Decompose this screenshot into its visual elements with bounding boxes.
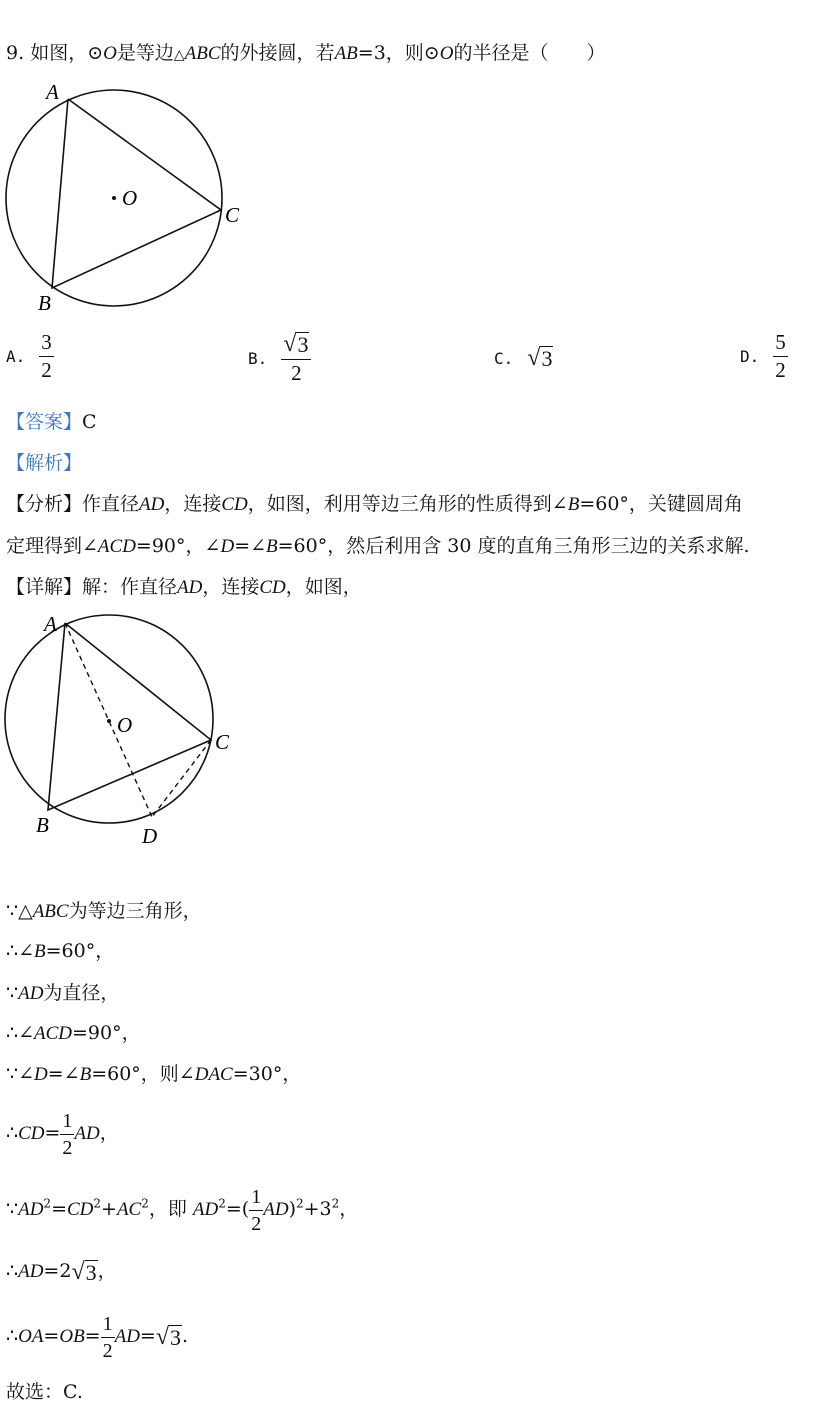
label-a: A xyxy=(46,80,59,104)
question-number: 9. xyxy=(6,42,25,64)
step-3: ∵AD为直径， xyxy=(6,982,120,1004)
question-line: 9. 如图，⊙O是等边△ABC的外接圆，若AB=3，则⊙O的半径是（ ） xyxy=(6,42,606,64)
circle-symbol: ⊙ xyxy=(87,42,104,64)
answer-value: C xyxy=(82,411,97,433)
analysis-label: 【解析】 xyxy=(6,452,83,474)
label-c: C xyxy=(215,730,230,754)
fraction: $\frac{1}{2}$ xyxy=(251,1185,262,1235)
answer-line xyxy=(6,409,97,435)
fenxi-line-1: 【分析】作直径AD，连接CD，如图，利用等边三角形的性质得到∠B=60°，关键圆周角 xyxy=(6,493,743,515)
fraction: $\frac{1}{2}$ xyxy=(62,1109,73,1159)
xiangjie-line: 【详解】解：作直径AD，连接CD，如图， xyxy=(6,576,362,598)
analysis-label-line xyxy=(6,450,82,476)
fenxi-line-2: 定理得到∠ACD=90°，∠D=∠B=60°，然后利用含 30 度的直角三角形三边的关系求解. xyxy=(6,535,750,557)
label-c: C xyxy=(225,203,240,227)
sqrt: √ 3 xyxy=(527,345,553,371)
final-answer: 故选：C. xyxy=(6,1381,83,1403)
step-9: ∴OA=OB= $\frac{1}{2}$ AD= √ 3 . xyxy=(6,1312,189,1362)
label-a: A xyxy=(44,612,57,636)
center-dot xyxy=(112,196,116,200)
label-d: D xyxy=(142,824,158,848)
answer-label: 【答案】 xyxy=(6,411,83,433)
fraction: $\frac{1}{2}$ xyxy=(102,1312,113,1362)
fraction: $\frac{5}{2}$ xyxy=(775,330,786,382)
step-5: ∵∠D=∠B=60°，则∠DAC=30°， xyxy=(6,1063,302,1085)
figure-circle-triangle xyxy=(0,78,260,318)
label-o: O xyxy=(122,186,138,210)
option-c[interactable]: C. √ 3 xyxy=(494,345,553,371)
label-b: B xyxy=(38,291,51,315)
segment-cd xyxy=(152,740,211,817)
option-b[interactable]: B. √ 3 2 xyxy=(248,332,311,384)
sqrt: √ 3 xyxy=(71,1259,97,1285)
option-d[interactable]: D. $\frac{5}{2}$ xyxy=(740,330,786,382)
step-4: ∴∠ACD=90°， xyxy=(6,1022,141,1044)
step-8: ∴AD=2 √ 3 ， xyxy=(6,1259,117,1285)
fraction: √ 3 2 xyxy=(281,332,311,384)
label-b: B xyxy=(36,813,49,837)
fenxi-label: 【分析】 xyxy=(6,493,83,515)
xiangjie-label: 【详解】 xyxy=(6,576,83,598)
figure-with-diameter xyxy=(0,610,260,855)
step-6: ∴CD= $\frac{1}{2}$ AD， xyxy=(6,1109,119,1159)
sqrt: √ 3 xyxy=(155,1324,182,1350)
center-dot xyxy=(107,719,111,723)
option-a[interactable]: A. $\frac{3}{2}$ xyxy=(6,330,52,382)
step-7: $\because AD^2=CD^2+AC^2$，即 $AD^2=$( $\frac{1}{2}$ $AD)^2+3^2$， xyxy=(6,1185,359,1235)
step-2: ∴∠B=60°， xyxy=(6,940,115,962)
label-o: O xyxy=(117,713,133,737)
fraction: $\frac{3}{2}$ xyxy=(41,330,52,382)
step-1: ∵△ABC为等边三角形， xyxy=(6,900,202,922)
